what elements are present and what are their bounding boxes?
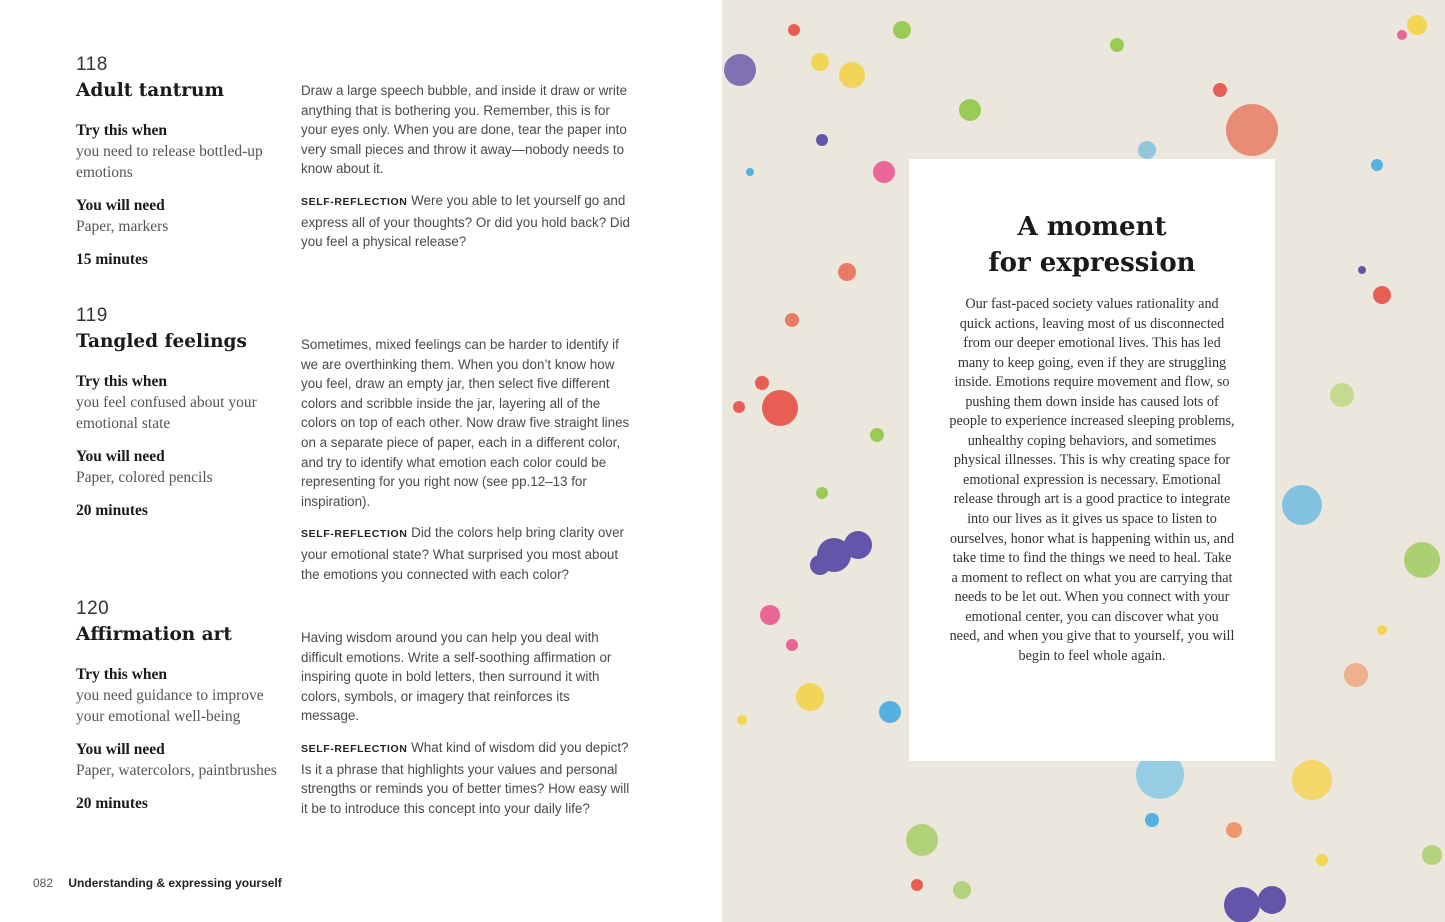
splatter-dot <box>906 824 938 856</box>
splatter-dot <box>1344 663 1368 687</box>
splatter-dot <box>1330 383 1354 407</box>
splatter-dot <box>1282 485 1322 525</box>
try-this-when: Try this when you need guidance to improve your emotional well-being <box>76 666 264 725</box>
self-reflection: SELF-REFLECTION Were you able to let yourself go and express all of your thoughts? Or did you hold back? Did you feel a physical release? <box>301 192 630 250</box>
activity-body <box>301 81 631 252</box>
splatter-dot <box>873 161 895 183</box>
splatter-dot <box>796 683 824 711</box>
splatter-dot <box>844 531 872 559</box>
duration: 15 minutes <box>76 251 148 268</box>
splatter-dot <box>733 401 745 413</box>
right-page <box>722 0 1445 922</box>
section-title: Understanding & expressing yourself <box>68 876 282 890</box>
instructions: Draw a large speech bubble, and inside it draw or write anything that is bothering you. Remember, this is for your eyes only. When you are done, tear the paper into very small pieces and throw it away—nobody needs to know about it. <box>301 83 628 177</box>
splatter-dot <box>1397 30 1407 40</box>
splatter-dot <box>785 313 799 327</box>
splatter-dot <box>811 53 829 71</box>
self-reflection: SELF-REFLECTION What kind of wisdom did you depict? Is it a phrase that highlights your values and personal strengths or reminds you of better times? How easy will it be to introduce this concept into your daily life? <box>301 739 630 816</box>
you-will-need: You will need Paper, markers <box>76 197 169 235</box>
splatter-dot <box>1226 822 1242 838</box>
duration: 20 minutes <box>76 502 148 519</box>
activity-body <box>301 335 631 584</box>
splatter-dot <box>755 376 769 390</box>
splatter-dot <box>1138 141 1156 159</box>
duration: 20 minutes <box>76 795 148 812</box>
page-footer <box>33 876 282 890</box>
splatter-dot <box>1258 886 1286 914</box>
page-number: 082 <box>33 876 54 890</box>
try-this-when: Try this when you need to release bottled-up emotions <box>76 122 263 181</box>
activity-meta <box>76 120 288 270</box>
splatter-dot <box>1213 83 1227 97</box>
splatter-dot <box>911 879 923 891</box>
splatter-dot <box>1292 760 1332 800</box>
splatter-dot <box>1226 104 1278 156</box>
splatter-dot <box>893 21 911 39</box>
activity-120 <box>76 598 636 848</box>
splatter-dot <box>959 99 981 121</box>
self-reflection: SELF-REFLECTION Did the colors help bring clarity over your emotional state? What surprised you most about the emotions you connected with each color? <box>301 525 625 582</box>
splatter-dot <box>746 168 754 176</box>
splatter-dot <box>870 428 884 442</box>
instructions: Having wisdom around you can help you deal with difficult emotions. Write a self-soothing affirmation or inspiring quote in bold letters, then surround it with colors, symbols, or imagery that reinforces its message. <box>301 630 612 724</box>
splatter-dot <box>1145 813 1159 827</box>
splatter-dot <box>760 605 780 625</box>
splatter-dot <box>1224 887 1260 922</box>
you-will-need: You will need Paper, watercolors, paintbrushes <box>76 741 277 779</box>
splatter-dot <box>737 715 747 725</box>
splatter-dot <box>1371 159 1383 171</box>
splatter-dot <box>839 62 865 88</box>
splatter-dot <box>1422 845 1442 865</box>
activity-118 <box>76 54 636 284</box>
activity-body <box>301 628 631 818</box>
activity-number: 120 <box>76 598 110 619</box>
feature-body: Our fast-paced society values rationality and quick actions, leaving most of us disconnected from our deeper emotional lives. This has led many to keep going, even if they are struggling inside. Emotions require movement and flow, so pushing them down inside has caused lots of people to experience increased sleeping problems, unhealthy coping behaviors, and sometimes physical illnesses. This is why creating space for emotional expression is necessary. Emotional release through art is a good practice to integrate into our lives as it gives us space to listen to ourselves, honor what is happening within us, and take time to find the things we need to heal. Take a moment to reflect on what you are carrying that needs to be let out. When you connect with your emotional center, you can discover what you need, and when you give that to yourself, you will begin to feel whole again. <box>949 296 1235 664</box>
splatter-dot <box>1407 15 1427 35</box>
activity-number: 118 <box>76 54 108 75</box>
activity-title: Affirmation art <box>76 624 232 645</box>
activity-title: Adult tantrum <box>76 80 225 101</box>
splatter-dot <box>762 390 798 426</box>
splatter-dot <box>786 639 798 651</box>
splatter-dot <box>810 555 830 575</box>
try-this-when: Try this when you feel confused about your emotional state <box>76 373 257 432</box>
splatter-dot <box>838 263 856 281</box>
splatter-dot <box>816 134 828 146</box>
activity-meta <box>76 371 288 521</box>
splatter-dot <box>1358 266 1366 274</box>
feature-title: A moment for expression <box>988 212 1196 278</box>
splatter-dot <box>1377 625 1387 635</box>
splatter-dot <box>1110 38 1124 52</box>
splatter-dot <box>724 54 756 86</box>
activity-meta <box>76 664 288 814</box>
splatter-dot <box>1373 286 1391 304</box>
feature-card <box>909 159 1275 761</box>
splatter-dot <box>953 881 971 899</box>
splatter-dot <box>1316 854 1328 866</box>
splatter-dot <box>1404 542 1440 578</box>
you-will-need: You will need Paper, colored pencils <box>76 448 213 486</box>
splatter-dot <box>879 701 901 723</box>
instructions: Sometimes, mixed feelings can be harder to identify if we are overthinking them. When you don’t know how you feel, draw an empty jar, then select five different colors and scribble inside the jar, layering all of the colors on top of each other. Now draw five straight lines on a separate piece of paper, each in a different color, and try to identify what emotion each color could be representing for you right now (see pp.12–13 for inspiration). <box>301 337 630 509</box>
splatter-dot <box>788 24 800 36</box>
splatter-dot <box>816 487 828 499</box>
activity-title: Tangled feelings <box>76 331 247 352</box>
activity-number: 119 <box>76 305 108 326</box>
left-page <box>0 0 722 922</box>
activity-119 <box>76 305 636 585</box>
